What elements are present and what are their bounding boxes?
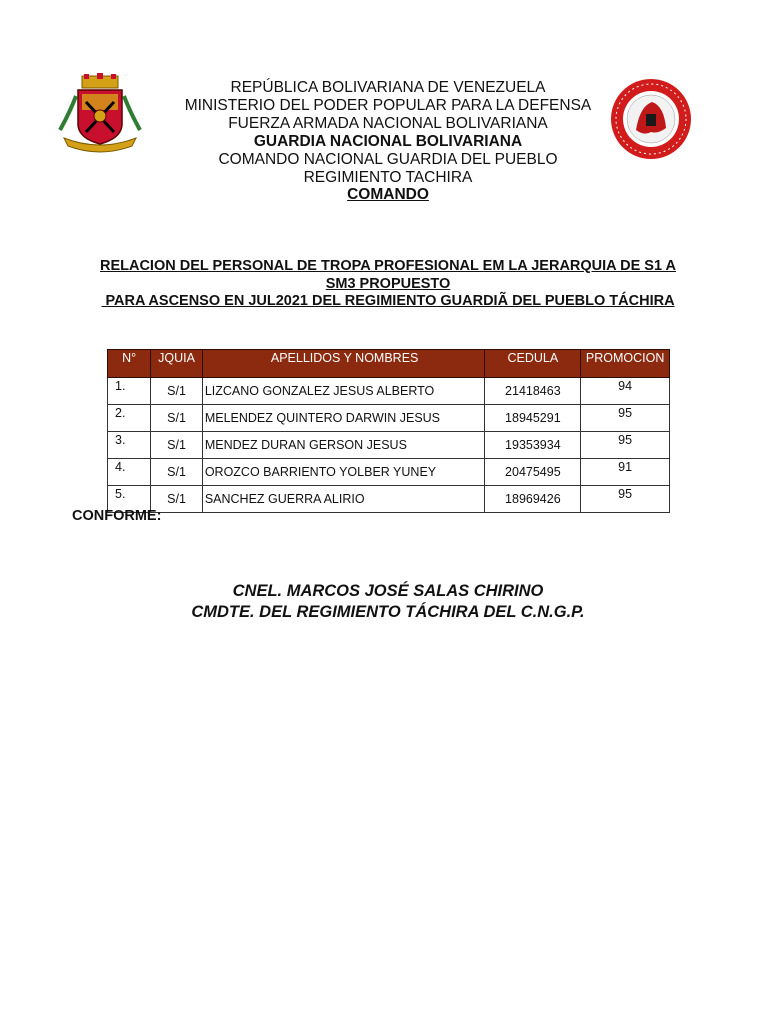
cell-promocion: 95: [581, 432, 670, 459]
document-header: [150, 79, 626, 204]
cell-name: OROZCO BARRIENTO YOLBER YUNEY: [202, 459, 485, 486]
title-line-1: RELACION DEL PERSONAL DE TROPA PROFESIONAL EM LA JERARQUIA DE S1 A: [99, 258, 677, 274]
column-header-promocion: PROMOCION: [581, 350, 670, 378]
cell-jquia: S/1: [151, 432, 203, 459]
table-row: [108, 378, 670, 405]
table-row: [108, 486, 670, 513]
cell-promocion: 91: [581, 459, 670, 486]
personnel-table: [107, 349, 670, 513]
header-guardia: GUARDIA NACIONAL BOLIVARIANA: [253, 132, 523, 150]
cell-promocion: 95: [581, 405, 670, 432]
cell-number: 1.: [108, 378, 151, 405]
header-ministry: MINISTERIO DEL PODER POPULAR PARA LA DEFENSA: [184, 96, 592, 114]
table-row: [108, 459, 670, 486]
conforme-label: CONFORME:: [72, 508, 162, 524]
cell-cedula: 19353934: [485, 432, 581, 459]
cell-number: 3.: [108, 432, 151, 459]
cell-name: SANCHEZ GUERRA ALIRIO: [202, 486, 485, 513]
signature-title: CMDTE. DEL REGIMIENTO TÁCHIRA DEL C.N.G.P.: [191, 603, 585, 621]
cell-name: MENDEZ DURAN GERSON JESUS: [202, 432, 485, 459]
signature-block: [100, 581, 676, 623]
column-header-jquia: JQUIA: [151, 350, 203, 378]
cell-jquia: S/1: [151, 405, 203, 432]
document-title: [70, 258, 706, 311]
header-armed-forces: FUERZA ARMADA NACIONAL BOLIVARIANA: [228, 114, 548, 132]
title-line-2: SM3 PROPUESTO: [325, 275, 451, 292]
header-comando: COMANDO: [347, 186, 429, 204]
cell-number: 5.: [108, 486, 151, 513]
cell-jquia: S/1: [151, 459, 203, 486]
header-regimiento: REGIMIENTO TACHIRA: [303, 168, 473, 186]
column-header-number: N°: [108, 350, 151, 378]
column-header-cedula: CEDULA: [485, 350, 581, 378]
table-header-row: [108, 350, 670, 378]
cell-cedula: 18969426: [485, 486, 581, 513]
cell-jquia: S/1: [151, 486, 203, 513]
table-row: [108, 432, 670, 459]
header-comando-nacional: COMANDO NACIONAL GUARDIA DEL PUEBLO: [218, 150, 558, 168]
title-line-3: PARA ASCENSO EN JUL2021 DEL REGIMIENTO GUARDIÃ DEL PUEBLO TÁCHIRA: [101, 293, 675, 309]
table-row: [108, 405, 670, 432]
cell-name: LIZCANO GONZALEZ JESUS ALBERTO: [202, 378, 485, 405]
cell-number: 4.: [108, 459, 151, 486]
cell-promocion: 95: [581, 486, 670, 513]
cell-cedula: 21418463: [485, 378, 581, 405]
cell-jquia: S/1: [151, 378, 203, 405]
cell-cedula: 18945291: [485, 405, 581, 432]
coat-of-arms-logo: [56, 72, 144, 154]
cell-number: 2.: [108, 405, 151, 432]
header-republic: REPÚBLICA BOLIVARIANA DE VENEZUELA: [230, 79, 546, 96]
cell-promocion: 94: [581, 378, 670, 405]
column-header-names: APELLIDOS Y NOMBRES: [202, 350, 485, 378]
cell-cedula: 20475495: [485, 459, 581, 486]
signature-name: CNEL. MARCOS JOSÉ SALAS CHIRINO: [232, 582, 544, 600]
cell-name: MELENDEZ QUINTERO DARWIN JESUS: [202, 405, 485, 432]
